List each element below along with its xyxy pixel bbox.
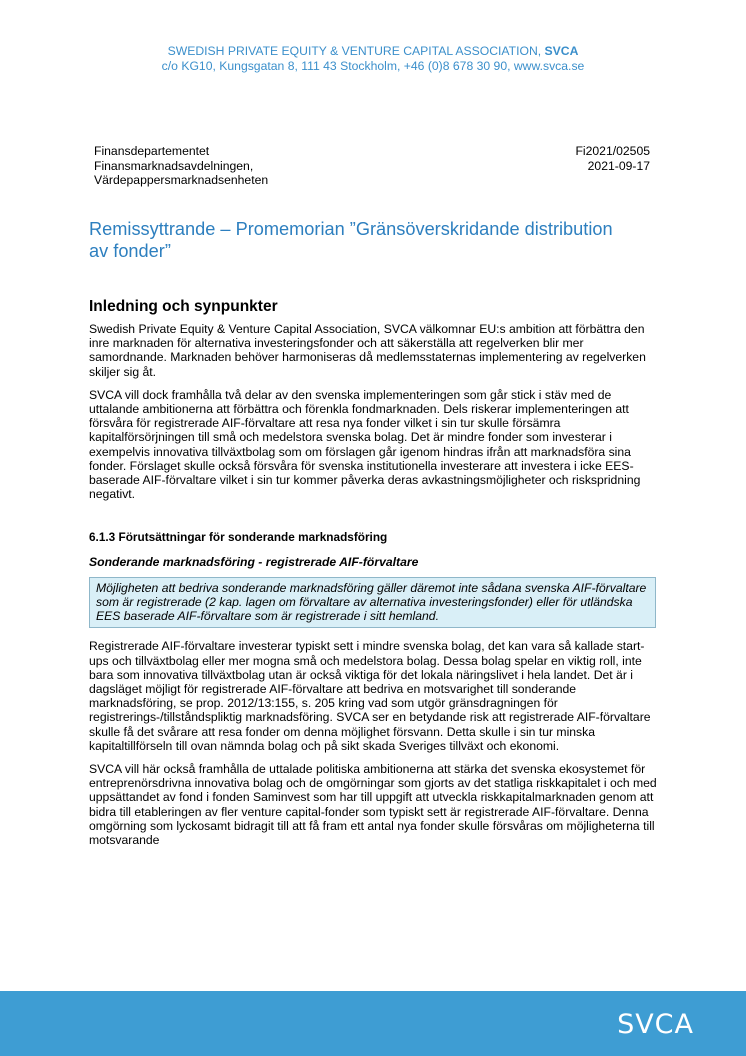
recipient-line: Finansdepartementet [94,144,210,158]
subsection-heading: 6.1.3 Förutsättningar för sonderande marknadsföring [89,530,388,545]
recipient-line: Värdepappersmarknadsenheten [94,173,269,187]
recipient-line: Finansmarknadsavdelningen, [94,158,254,173]
subsection-subheading: Sonderande marknadsföring - registrerade AIF-förvaltare [89,554,419,569]
paragraph: Registrerade AIF-förvaltare investerar typiskt sett i mindre svenska bolag, det kan vara så kallade start-ups och tillväxtbolag eller mer mogna små och medelstora bolag. Dessa bolag spelar en viktig roll, inte bara som innovativa tillväxtbolag utan är också viktiga för det lokala näringslivet i hela landet. Det är i dagsläget möjligt för registrerade AIF-förvaltare att bedriva en motsvarighet till sonderande marknadsföring, se prop. 2012/13:155, s. 205 kring vad som utgör gränsdragningen för registrerings-/tillståndspliktig marknadsföring. SVCA ser en betydande risk att registrerade AIF-förvaltare skulle få det svårare att resa fonder om denna möjlighet försvann. Detta skulle i sin tur minska kapitaltillförseln till ovan nämnda bolag och på sikt skada Sveriges tillväxt och ekonomi. [89,639,651,753]
reference-block [575,144,650,173]
org-name: SWEDISH PRIVATE EQUITY & VENTURE CAPITAL ASSOCIATION, [167,44,545,58]
reference-date: 2021-09-17 [587,158,650,173]
quote-box: Möjligheten att bedriva sonderande marknadsföring gäller däremot inte sådana svenska AIF-förvaltare som är registrerade (2 kap. lagen om förvaltare av alternativa investeringsfonder) eller för utländska EES baserade AIF-förvaltare som är registrerade i sitt hemland. [89,577,656,629]
reference-number: Fi2021/02505 [575,144,650,158]
section-heading: Inledning och synpunkter [89,298,278,315]
footer-bar [0,991,746,1056]
svca-logo: SVCA [617,1009,694,1040]
document-title: Remissyttrande – Promemorian ”Gränsöverskridande distribution av fonder” [89,219,613,261]
letterhead [0,44,746,74]
paragraph: SVCA vill dock framhålla två delar av den svenska implementeringen som går stick i stäv med de uttalande ambitionerna att förbättra och förenkla fondmarknaden. Dels riskerar implementeringen att försvåra för registrerade AIF-förvaltare att resa nya fonder vilket i sin tur skulle försämra kapitalförsörjningen till små och medelstora svenska bolag. Det är mindre fonder som investerar i exempelvis innovativa tillväxtbolag som om förslagen går igenom hindras ifrån att marknadsföra sina fonder. Förslaget skulle också försvåra för svenska institutionella investerare att investera i icke EES-baserade AIF-förvaltare vilket i sin tur kommer påverka deras avkastningsmöjligheter och riskspridning negativt. [89,387,641,502]
org-abbr: SVCA [544,44,579,58]
paragraph: Swedish Private Equity & Venture Capital Association, SVCA välkomnar EU:s ambition att förbättra den inre marknaden för alternativa investeringsfonder och att säkerställa att regelverken blir mer samordnande. Marknaden behöver harmoniseras då medlemsstaternas implementering av regelverken skiljer sig åt. [89,322,646,379]
recipient-block [94,144,268,188]
letterhead-org [0,44,746,59]
letterhead-address: c/o KG10, Kungsgatan 8, 111 43 Stockholm, +46 (0)8 678 30 90, www.svca.se [161,59,585,73]
document-body [89,297,657,856]
paragraph: SVCA vill här också framhålla de uttalade politiska ambitionerna att stärka det svenska ekosystemet för entreprenörsdrivna innovativa bolag och de omgörningar som gjorts av det statliga riskkapitalet i och med uppsättandet av fond i fonden Saminvest som har till uppgift att utveckla riskkapitalmarknaden genom att bidra till etableringen av fler venture capital-fonder som typiskt sett är registrerade AIF-förvaltare. Denna omgörning som lyckosamt bidragit till att få fram ett antal nya fonder skulle försvåras om möjligheterna till motsvarande [89,762,657,848]
